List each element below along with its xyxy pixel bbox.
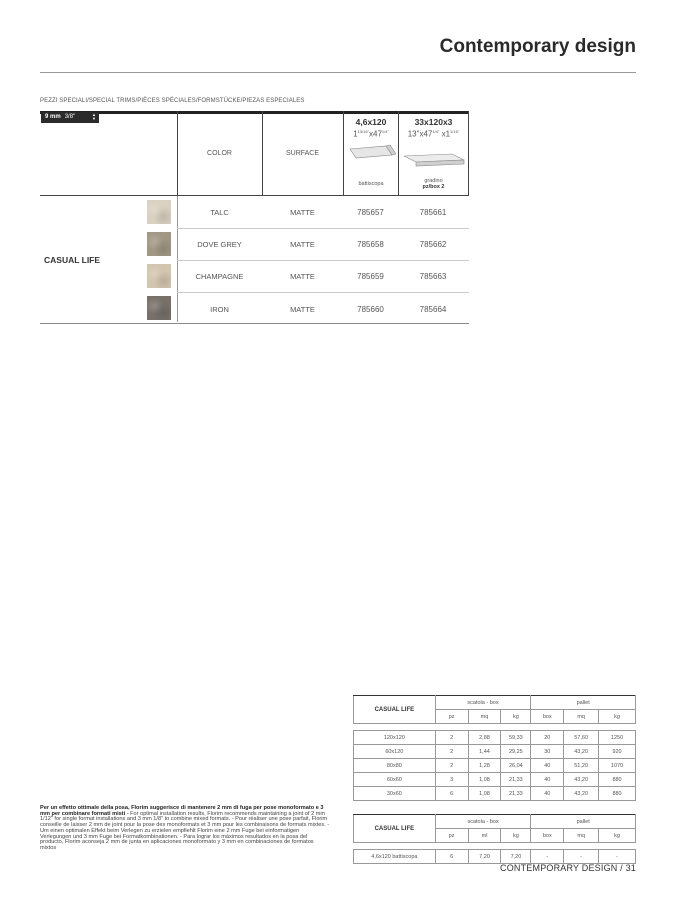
format-inch: $1^{13/16"}x47^{1/4"}$ bbox=[353, 129, 389, 139]
row-separator bbox=[177, 260, 469, 261]
col-header: mq bbox=[468, 710, 501, 724]
gradino-drawing bbox=[402, 150, 466, 170]
col-header: kg bbox=[501, 829, 531, 843]
format-header-battiscopa bbox=[344, 118, 398, 139]
group-pallet: pallet bbox=[531, 696, 636, 710]
installation-note bbox=[40, 806, 330, 852]
thickness-mm: 9 mm bbox=[45, 114, 61, 120]
swatch-dove-grey bbox=[147, 232, 171, 256]
table-row: 30x60 6 1,08 21,33 40 43,20 880 bbox=[354, 787, 636, 801]
col-header: ml bbox=[468, 829, 501, 843]
product-code: 785657 bbox=[357, 208, 384, 217]
packing-series: CASUAL LIFE bbox=[354, 815, 436, 843]
swatch-iron bbox=[147, 296, 171, 320]
col-divider bbox=[468, 111, 469, 195]
product-code: 785660 bbox=[357, 305, 384, 314]
product-code: 785662 bbox=[419, 240, 447, 249]
col-header: pz bbox=[435, 710, 468, 724]
surface-name: MATTE bbox=[290, 305, 315, 314]
table-bottom bbox=[40, 323, 469, 324]
page-footer: CONTEMPORARY DESIGN / 31 bbox=[500, 863, 636, 873]
table-row: 120x120 2 2,88 59,33 20 57,60 1250 bbox=[354, 731, 636, 745]
col-header: mq bbox=[564, 829, 599, 843]
format-label: battiscopa bbox=[358, 181, 384, 187]
header-surface: SURFACE bbox=[285, 150, 320, 157]
format-size: 33x120x3 bbox=[414, 117, 453, 127]
col-header: kg bbox=[599, 710, 636, 724]
packing-table-trims bbox=[353, 814, 636, 864]
group-pallet: pallet bbox=[531, 815, 636, 829]
row-separator bbox=[177, 228, 469, 229]
swatch-talc bbox=[147, 200, 171, 224]
section-title: PEZZI SPECIALI/SPECIAL TRIMS/PIÈCES SPÉCIALES/FORMSTÜCKE/PIEZAS ESPECIALES bbox=[40, 98, 305, 104]
product-code: 785664 bbox=[419, 305, 447, 314]
header-rule bbox=[40, 72, 636, 73]
color-name: TALC bbox=[210, 208, 229, 217]
col-header: box bbox=[531, 829, 564, 843]
col-header: kg bbox=[501, 710, 531, 724]
row-separator bbox=[177, 292, 469, 293]
battiscopa-drawing bbox=[348, 141, 396, 161]
color-name: CHAMPAGNE bbox=[195, 272, 244, 281]
product-code: 785663 bbox=[419, 272, 447, 281]
note-text: - For optimal installation results, Florim recommends maintaining a joint of 2 mm 1/12" for single format installations and 3 mm 1/8" to combine mixed formats. - Pour réaliser une pose parfait, Florim conseille de laisser 2 mm de joint pour la pose des monoformats et 3 mm pour les combinaisons de formats mixtes. - Um einen optimalen Effekt beim Verlegen zu erzielen empfiehlt Florim eine 2 mm Fuge bei einformatigen Verlegungen und 3 mm Fuge bei Formatkombinationen. - Para lograr los máximos resultados en la posa del producto, Florim aconseja 2 mm de junta en aplicaciones monoformato y 3 mm en combinaciones de formatos mixtos bbox=[40, 810, 330, 851]
col-header: kg bbox=[599, 829, 636, 843]
color-name: IRON bbox=[210, 305, 229, 314]
packing-table-formats bbox=[353, 695, 636, 801]
col-header: box bbox=[531, 710, 564, 724]
table-row: 60x120 2 1,44 29,25 30 43,20 920 bbox=[354, 745, 636, 759]
col-header: pz bbox=[435, 829, 468, 843]
table-row: 80x80 2 1,28 26,04 40 51,20 1070 bbox=[354, 759, 636, 773]
surface-name: MATTE bbox=[290, 272, 315, 281]
packing-series: CASUAL LIFE bbox=[354, 696, 436, 724]
table-row: 4,6x120 battiscopa 6 7,20 7,20 - - - bbox=[354, 850, 636, 864]
col-header: mq bbox=[564, 710, 599, 724]
table-top-bar bbox=[40, 111, 468, 114]
thickness-inch: 3/8" bbox=[64, 114, 76, 120]
product-code: 785659 bbox=[357, 272, 384, 281]
product-code: 785658 bbox=[357, 240, 384, 249]
color-name: DOVE GREY bbox=[197, 240, 242, 249]
table-row: 60x60 3 1,08 21,33 40 43,20 880 bbox=[354, 773, 636, 787]
thickness-arrows-icon: ▲ ▼ bbox=[92, 112, 96, 121]
header-color: COLOR bbox=[207, 150, 232, 157]
note-bold: Per un effetto ottimale della posa, Florim suggerisce di mantenere 2 mm di fuga per pose monoformato e 3 mm per combinare formati misti bbox=[40, 805, 324, 817]
group-box: scatola - box bbox=[435, 696, 531, 710]
swatch-champagne bbox=[147, 264, 171, 288]
format-label: gradino pz/box 2 bbox=[422, 178, 445, 190]
page-title: Contemporary design bbox=[439, 36, 636, 57]
format-inch: $13"x47^{1/4"}$ $x1^{1/16"}$ bbox=[407, 129, 460, 139]
series-name: CASUAL LIFE bbox=[44, 255, 101, 265]
format-size: 4,6x120 bbox=[355, 117, 387, 127]
surface-name: MATTE bbox=[290, 240, 315, 249]
header-separator bbox=[40, 195, 469, 196]
product-code: 785661 bbox=[419, 208, 447, 217]
thickness-badge bbox=[41, 112, 99, 123]
format-header-gradino bbox=[399, 118, 468, 139]
group-box: scatola - box bbox=[435, 815, 531, 829]
surface-name: MATTE bbox=[290, 208, 315, 217]
